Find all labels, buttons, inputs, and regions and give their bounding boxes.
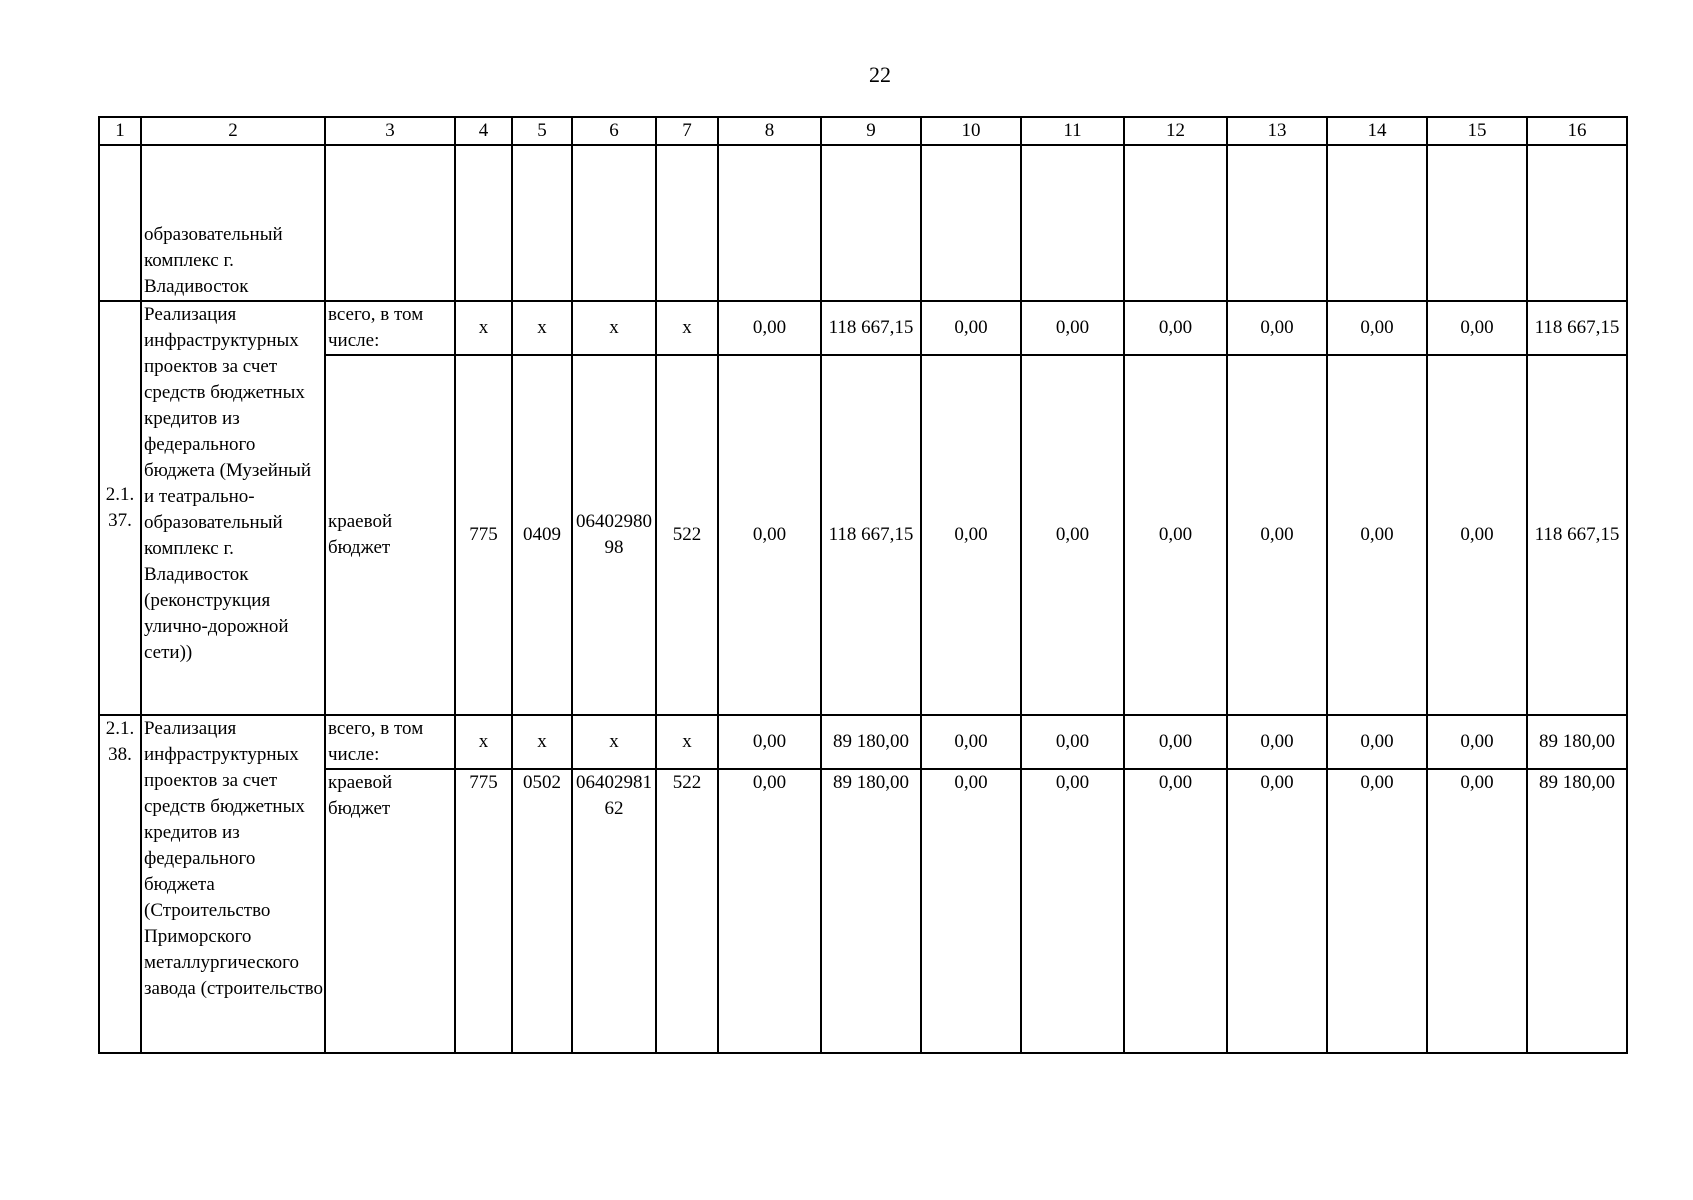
table-cell: х <box>455 301 512 355</box>
table-cell: х <box>656 715 718 769</box>
table-cell: 0,00 <box>921 355 1021 715</box>
table-cell: 0,00 <box>1427 769 1527 1053</box>
table-cell: 0,00 <box>1227 715 1327 769</box>
item-name: Реализация инфраструктурных проектов за счет средств бюджетных кредитов из федерального бюджета (Музейный и театрально-образовательный комплекс г. Владивосток (реконструкция улично-дорожной сети)) <box>141 301 325 715</box>
table-cell: 0,00 <box>921 769 1021 1053</box>
table-cell: 0,00 <box>1427 355 1527 715</box>
column-number: 3 <box>325 117 455 145</box>
table-cell: 0,00 <box>1021 769 1124 1053</box>
table-row <box>99 301 1627 355</box>
page-number: 22 <box>869 62 891 87</box>
item-name: образовательный комплекс г. Владивосток <box>141 145 325 301</box>
source-regional: краевой бюджет <box>325 769 455 1053</box>
table-cell: х <box>572 301 656 355</box>
source-regional: краевой бюджет <box>325 355 455 715</box>
column-number: 11 <box>1021 117 1124 145</box>
column-number: 1 <box>99 117 141 145</box>
table-cell: 89 180,00 <box>821 769 921 1053</box>
budget-table <box>98 116 1628 1054</box>
item-number: 2.1. 38. <box>99 715 141 1053</box>
item-number: 2.1. 37. <box>99 301 141 715</box>
column-number: 8 <box>718 117 821 145</box>
column-number-row <box>99 117 1627 145</box>
column-number: 4 <box>455 117 512 145</box>
table-cell: 89 180,00 <box>1527 715 1627 769</box>
table-row <box>99 355 1627 715</box>
table-cell: 0,00 <box>1427 715 1527 769</box>
table-cell: 0502 <box>512 769 572 1053</box>
column-number: 12 <box>1124 117 1227 145</box>
table-cell: 0,00 <box>1427 301 1527 355</box>
table-cell: х <box>512 301 572 355</box>
column-number: 15 <box>1427 117 1527 145</box>
table-cell: 0,00 <box>1327 715 1427 769</box>
table-cell: 0,00 <box>1227 301 1327 355</box>
table-cell: 775 <box>455 355 512 715</box>
column-number: 7 <box>656 117 718 145</box>
table-cell: 0,00 <box>1327 301 1427 355</box>
table-cell: 0,00 <box>921 715 1021 769</box>
table-cell: 522 <box>656 355 718 715</box>
table-cell: 522 <box>656 769 718 1053</box>
column-number: 10 <box>921 117 1021 145</box>
table-cell: х <box>572 715 656 769</box>
table-cell: 0,00 <box>1021 301 1124 355</box>
table-cell: 118 667,15 <box>1527 355 1627 715</box>
table-cell: х <box>455 715 512 769</box>
table-cell: 775 <box>455 769 512 1053</box>
table-cell: 89 180,00 <box>1527 769 1627 1053</box>
source-total: всего, в том числе: <box>325 301 455 355</box>
table-cell: х <box>656 301 718 355</box>
table-cell: 0,00 <box>718 301 821 355</box>
table-cell: 0,00 <box>1327 769 1427 1053</box>
table-cell: 0,00 <box>1021 355 1124 715</box>
source-total: всего, в том числе: <box>325 715 455 769</box>
table-cell: 0,00 <box>1124 301 1227 355</box>
table-cell: 0,00 <box>1227 769 1327 1053</box>
table-row <box>99 145 1627 301</box>
table-cell: 0640298098 <box>572 355 656 715</box>
table-cell: 89 180,00 <box>821 715 921 769</box>
column-number: 14 <box>1327 117 1427 145</box>
table-cell: 118 667,15 <box>821 301 921 355</box>
table-cell: 0640298162 <box>572 769 656 1053</box>
table-cell: х <box>512 715 572 769</box>
table-cell: 0,00 <box>921 301 1021 355</box>
column-number: 9 <box>821 117 921 145</box>
table-cell: 0,00 <box>718 715 821 769</box>
table-cell: 118 667,15 <box>821 355 921 715</box>
table-cell: 0,00 <box>718 355 821 715</box>
table-cell: 0,00 <box>1124 355 1227 715</box>
column-number: 2 <box>141 117 325 145</box>
table-row <box>99 715 1627 769</box>
table-cell: 0,00 <box>1227 355 1327 715</box>
table-cell: 0,00 <box>718 769 821 1053</box>
table-row <box>99 769 1627 1053</box>
table-cell: 118 667,15 <box>1527 301 1627 355</box>
column-number: 13 <box>1227 117 1327 145</box>
table-cell: 0,00 <box>1124 715 1227 769</box>
table-cell: 0409 <box>512 355 572 715</box>
column-number: 16 <box>1527 117 1627 145</box>
table-cell: 0,00 <box>1021 715 1124 769</box>
column-number: 5 <box>512 117 572 145</box>
column-number: 6 <box>572 117 656 145</box>
item-name: Реализация инфраструктурных проектов за счет средств бюджетных кредитов из федерального бюджета (Строительство Приморского металлургического завода (строительство <box>141 715 325 1053</box>
table-cell: 0,00 <box>1124 769 1227 1053</box>
table-cell: 0,00 <box>1327 355 1427 715</box>
